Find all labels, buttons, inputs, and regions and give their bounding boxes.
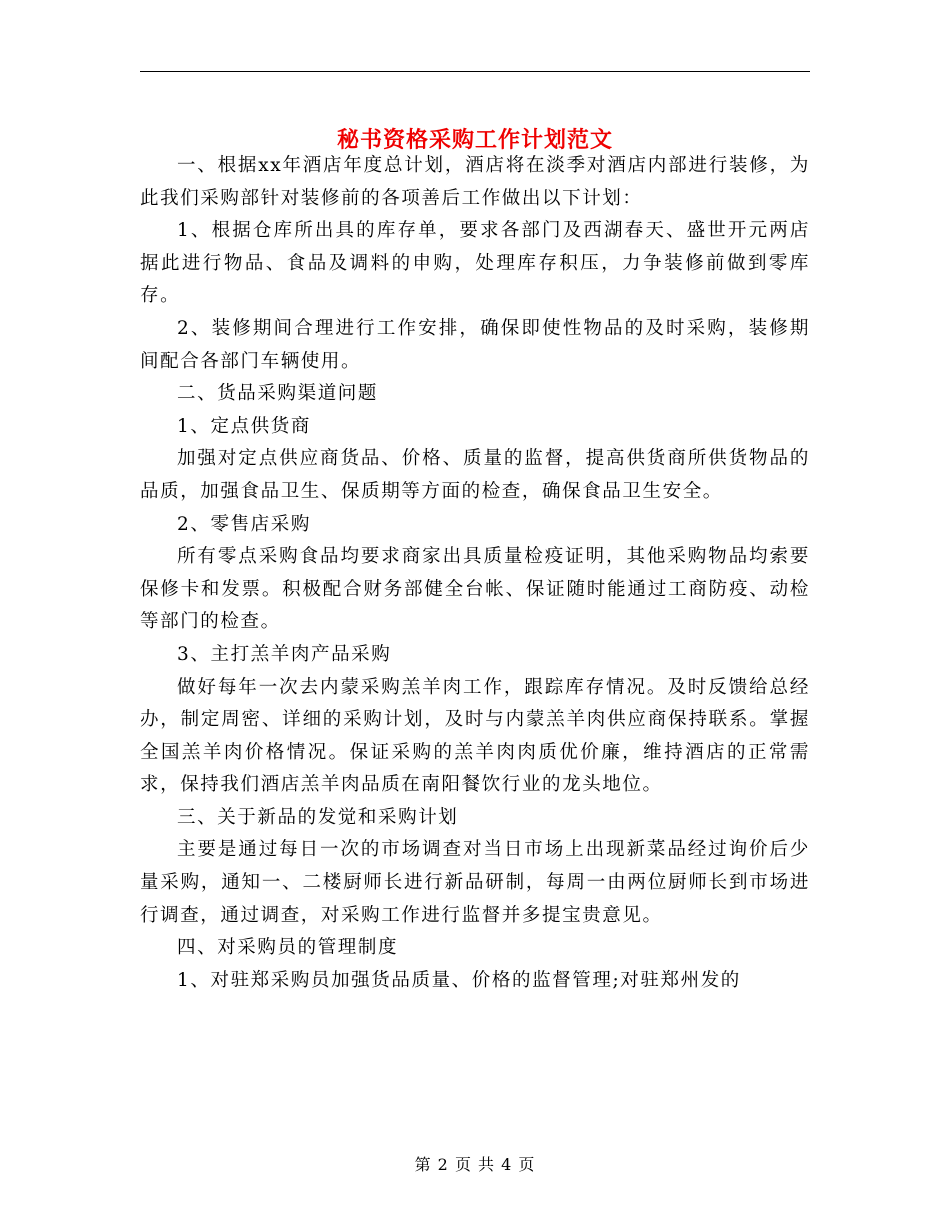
paragraph-12: 主要是通过每日一次的市场调查对当日市场上出现新菜品经过询价后少量采购，通知一、二楼厨师长进行新品研制，每周一由两位厨师长到市场进行调查，通过调查，对采购工作进行监督并多提宝贵意见。: [140, 839, 810, 926]
document-body: [140, 150, 810, 997]
header-rule: [140, 71, 810, 72]
paragraph-3: 2、装修期间合理进行工作安排，确保即使性物品的及时采购，装修期间配合各部门车辆使用。: [140, 317, 810, 372]
section-heading-4: 四、对采购员的管理制度: [177, 937, 399, 959]
subheading-retail-purchase: 2、零售店采购: [177, 513, 311, 535]
subheading-lamb-purchase: 3、主打羔羊肉产品采购: [177, 643, 392, 665]
page-number: 第 2 页 共 4 页: [414, 1155, 536, 1174]
paragraph-1: 一、根据xx年酒店年度总计划，酒店将在淡季对酒店内部进行装修，为此我们采购部针对装修前的各项善后工作做出以下计划：: [140, 155, 810, 209]
section-heading-2: 二、货品采购渠道问题: [177, 383, 379, 405]
paragraph-10: 做好每年一次去内蒙采购羔羊肉工作，跟踪库存情况。及时反馈给总经办，制定周密、详细的采购计划，及时与内蒙羔羊肉供应商保持联系。掌握全国羔羊肉价格情况。保证采购的羔羊肉肉质优价廉，维持酒店的正常需求，保持我们酒店羔羊肉品质在南阳餐饮行业的龙头地位。: [140, 676, 810, 796]
document-title: 秘书资格采购工作计划范文: [336, 126, 613, 153]
paragraph-6: 加强对定点供应商货品、价格、质量的监督，提高供货商所供货物品的品质，加强食品卫生、保质期等方面的检查，确保食品卫生安全。: [140, 448, 810, 502]
subheading-fixed-supplier: 1、定点供货商: [177, 415, 311, 437]
paragraph-2: 1、根据仓库所出具的库存单，要求各部门及西湖春天、盛世开元两店据此进行物品、食品及调料的申购，处理库存积压，力争装修前做到零库存。: [140, 220, 810, 307]
paragraph-14: 1、对驻郑采购员加强货品质量、价格的监督管理;对驻郑州发的: [177, 969, 741, 991]
paragraph-8: 所有零点采购食品均要求商家出具质量检疫证明，其他采购物品均索要保修卡和发票。积极配合财务部健全台帐、保证随时能通过工商防疫、动检等部门的检查。: [140, 546, 810, 633]
section-heading-3: 三、关于新品的发觉和采购计划: [177, 806, 459, 828]
